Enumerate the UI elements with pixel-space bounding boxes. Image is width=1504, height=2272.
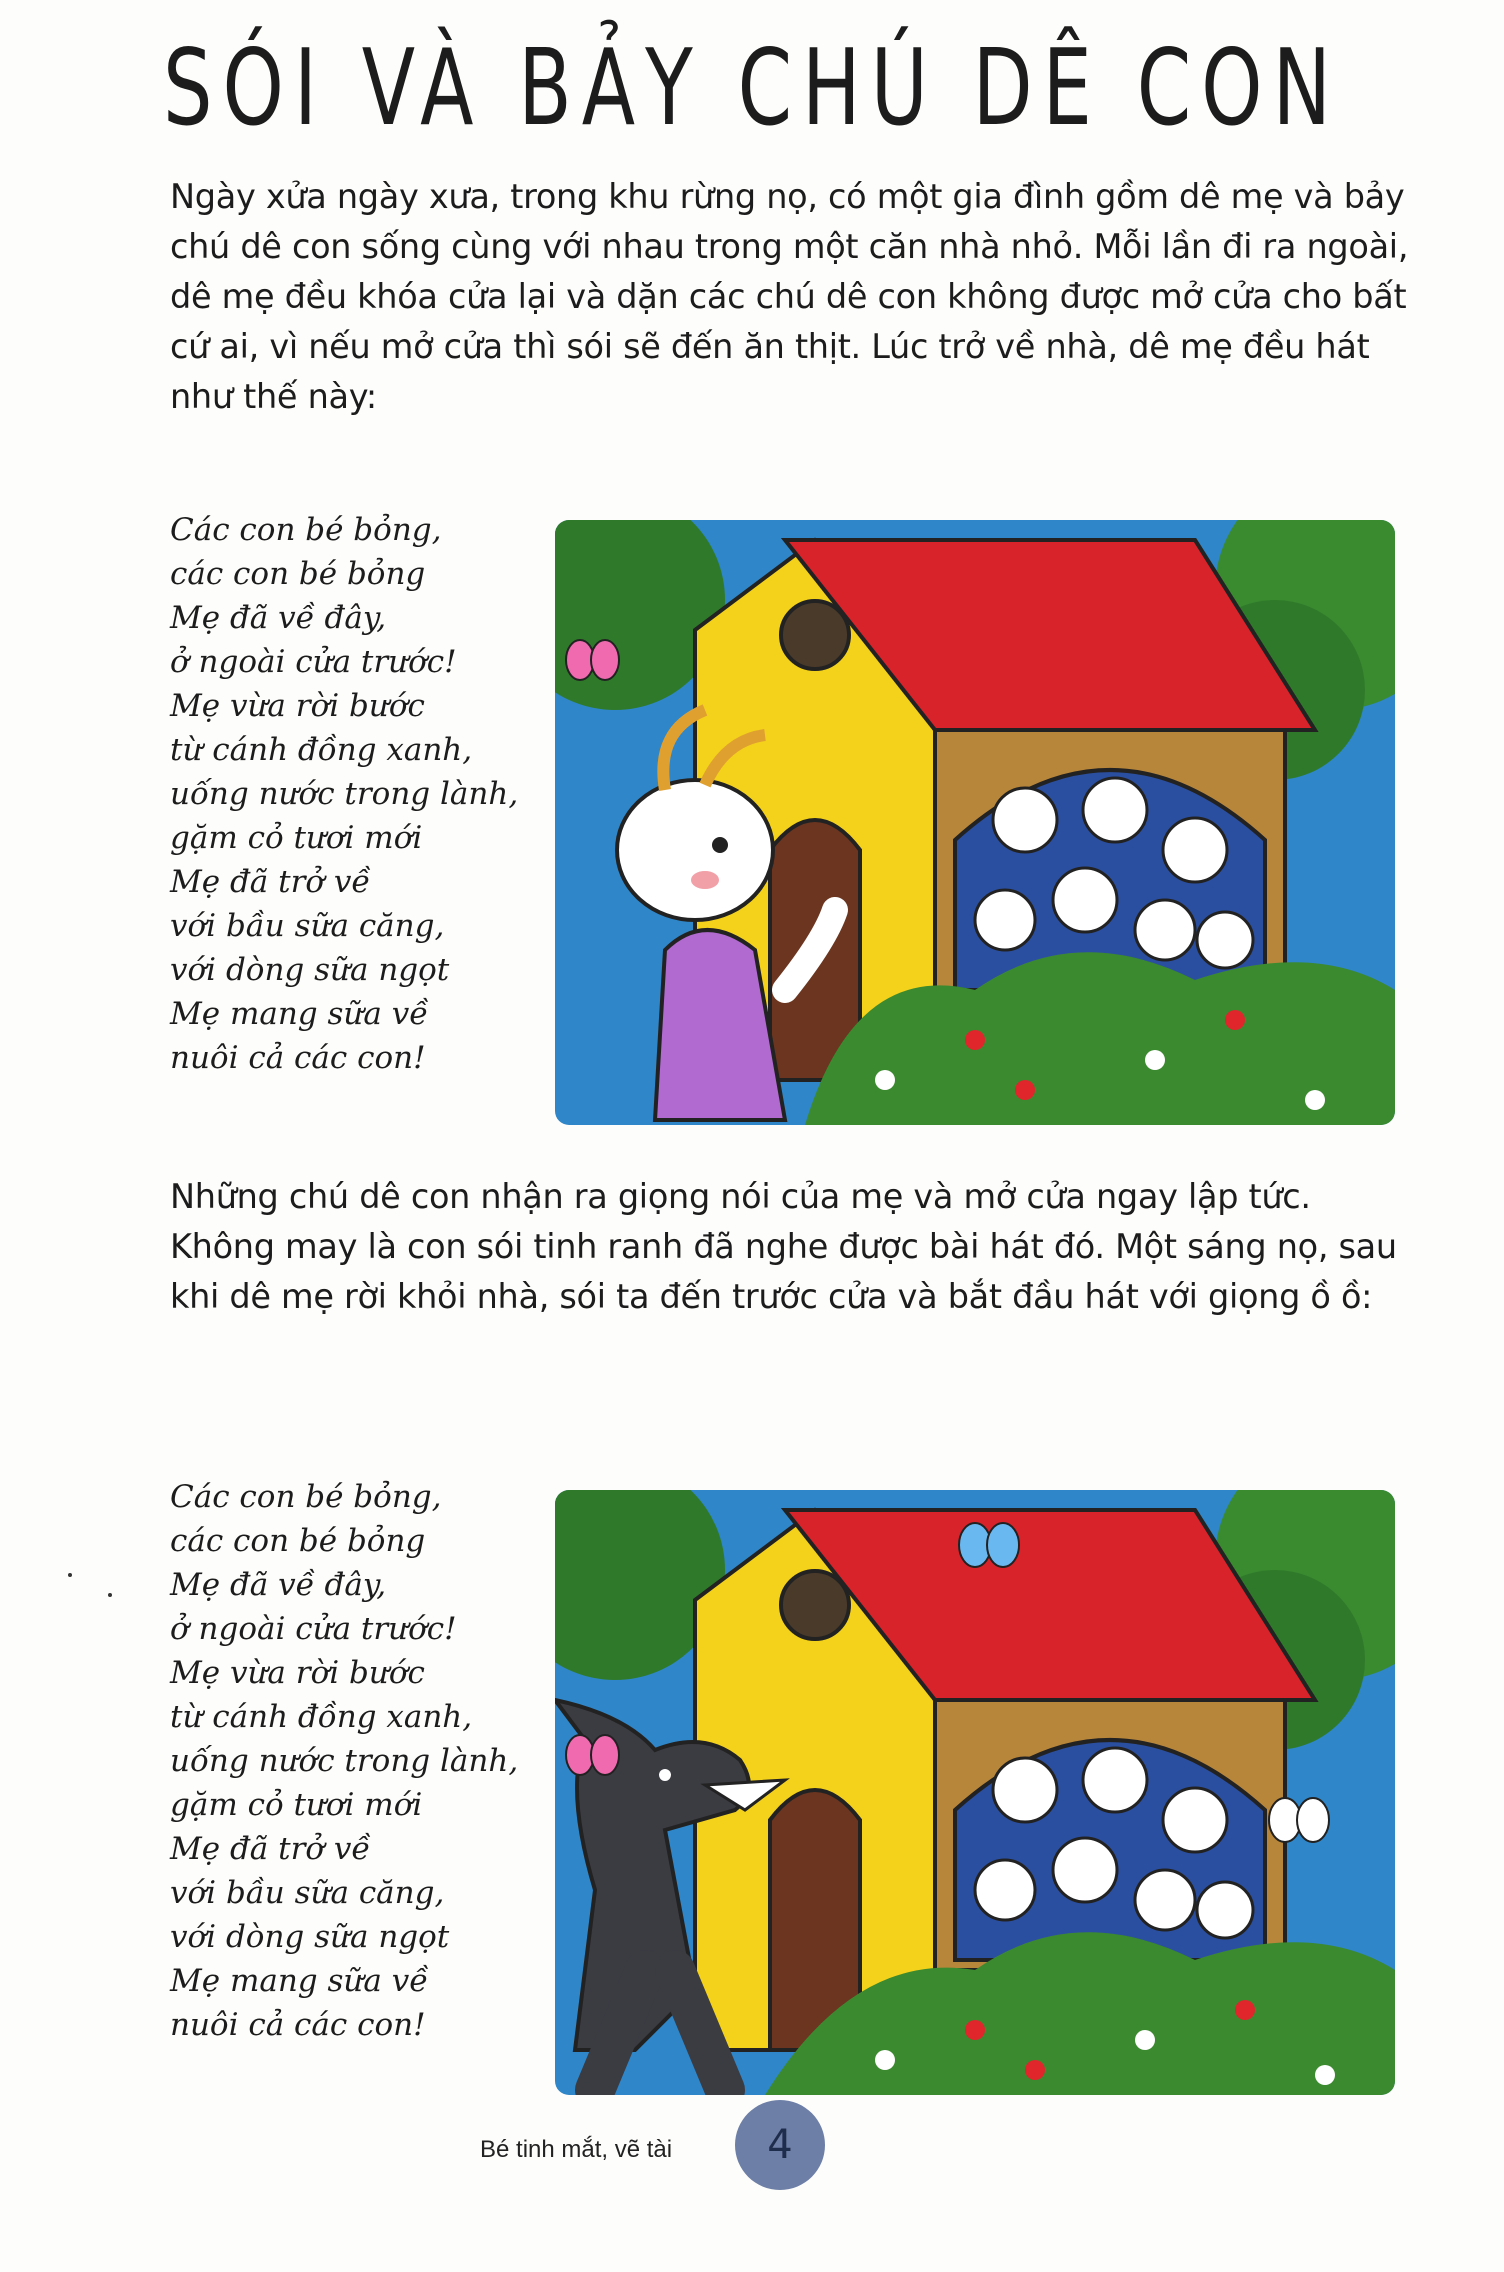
poem-line: uống nước trong lành,: [170, 1743, 519, 1779]
mother-song-poem: [170, 508, 518, 1080]
poem-line: từ cánh đồng xanh,: [170, 1699, 473, 1735]
poem-line: Mẹ đã về đây,: [170, 1567, 387, 1603]
poem-line: Mẹ đã trở về: [170, 864, 371, 900]
poem-line: ở ngoài cửa trước!: [170, 644, 457, 680]
poem-line: với bầu sữa căng,: [170, 1875, 445, 1911]
mother-goat-illustration: [555, 520, 1395, 1125]
poem-line: Các con bé bỏng,: [170, 1479, 442, 1515]
poem-line: với dòng sữa ngọt: [170, 1919, 450, 1955]
poem-line: Mẹ vừa rời bước: [170, 1655, 425, 1691]
wolf-scene: [555, 1490, 1395, 2095]
wolf-song-poem: [170, 1475, 518, 2047]
poem-line: với bầu sữa căng,: [170, 908, 445, 944]
page-number: 4: [767, 2122, 793, 2168]
poem-line: các con bé bỏng: [170, 1523, 426, 1559]
page-title: SÓI VÀ BẢY CHÚ DÊ CON: [163, 28, 1341, 150]
poem-line: Mẹ mang sữa về: [170, 996, 429, 1032]
poem-line: gặm cỏ tươi mới: [170, 820, 423, 856]
poem-line: Mẹ mang sữa về: [170, 1963, 429, 1999]
poem-line: các con bé bỏng: [170, 556, 426, 592]
poem-line: nuôi cả các con!: [170, 2007, 426, 2043]
page-number-badge: [735, 2100, 825, 2190]
poem-line: với dòng sữa ngọt: [170, 952, 450, 988]
story-paragraph-2: Những chú dê con nhận ra giọng nói của mẹ và mở cửa ngay lập tức. Không may là con sói tinh ranh đã nghe được bài hát đó. Một sáng nọ, sau khi dê mẹ rời khỏi nhà, sói ta đến trước cửa và bắt đầu hát với giọng ồ ồ:: [170, 1177, 1397, 1316]
poem-line: Mẹ vừa rời bước: [170, 688, 425, 724]
wolf-illustration: [555, 1490, 1395, 2095]
mother-goat-scene: [555, 520, 1395, 1125]
poem-line: Mẹ đã trở về: [170, 1831, 371, 1867]
poem-line: Các con bé bỏng,: [170, 512, 442, 548]
poem-line: uống nước trong lành,: [170, 776, 519, 812]
book-title-footer: Bé tinh mắt, vẽ tài: [480, 2136, 673, 2163]
poem-line: nuôi cả các con!: [170, 1040, 426, 1076]
print-speck: [68, 1573, 72, 1577]
poem-line: Mẹ đã về đây,: [170, 600, 387, 636]
poem-line: từ cánh đồng xanh,: [170, 732, 473, 768]
poem-line: ở ngoài cửa trước!: [170, 1611, 457, 1647]
story-paragraph-1: Ngày xửa ngày xưa, trong khu rừng nọ, có một gia đình gồm dê mẹ và bảy chú dê con sống cùng với nhau trong một căn nhà nhỏ. Mỗi lần đi ra ngoài, dê mẹ đều khóa cửa lại và dặn các chú dê con không được mở cửa cho bất cứ ai, vì nếu mở cửa thì sói sẽ đến ăn thịt. Lúc trở về nhà, dê mẹ đều hát như thế này:: [170, 177, 1409, 416]
print-speck: [108, 1593, 112, 1597]
poem-line: gặm cỏ tươi mới: [170, 1787, 423, 1823]
